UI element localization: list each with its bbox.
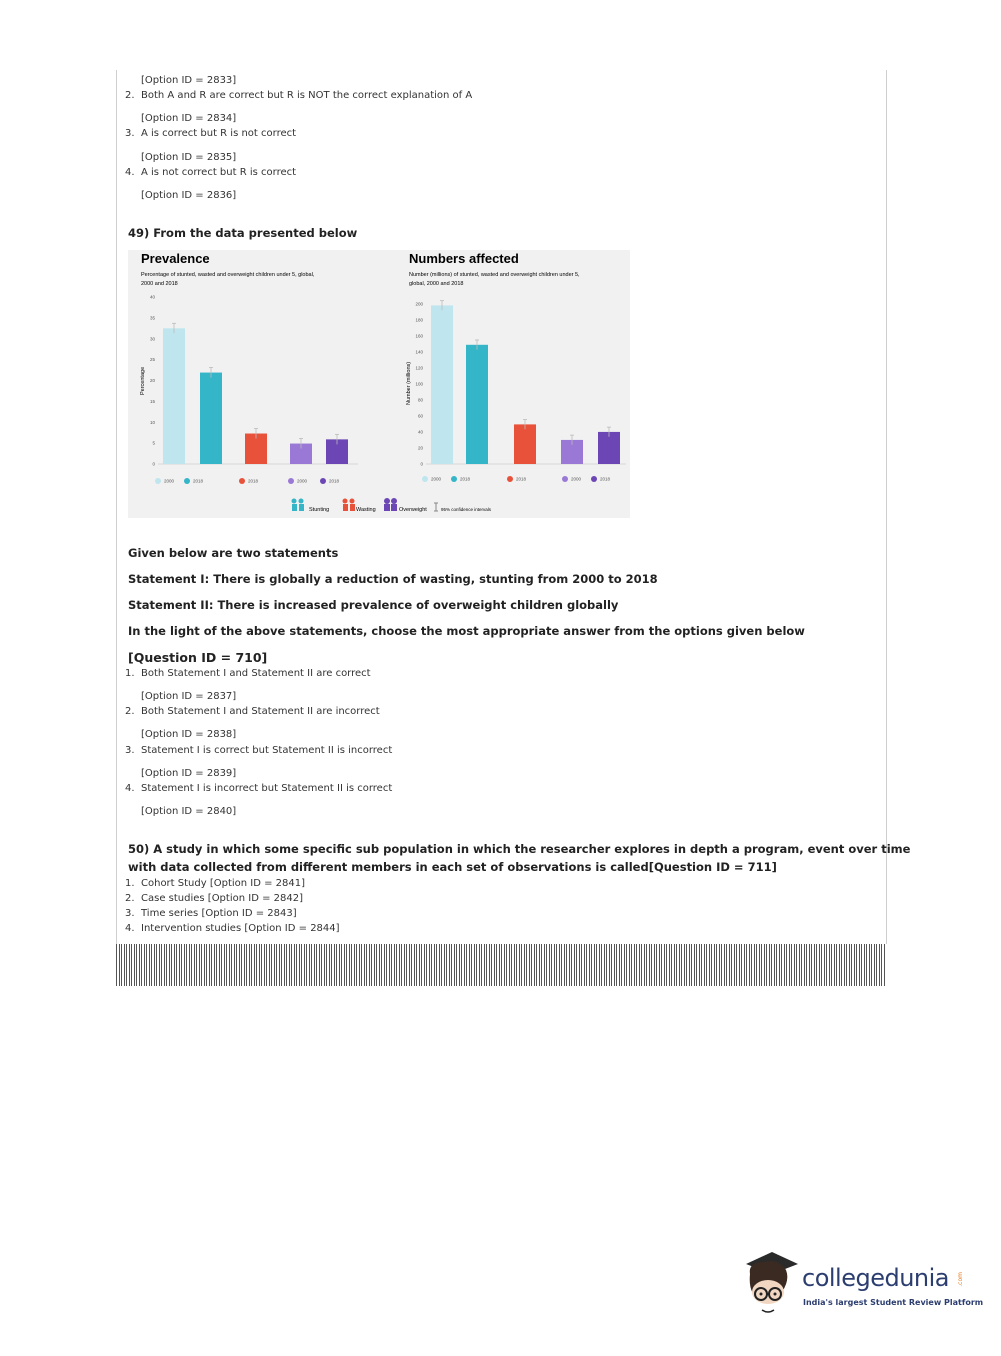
option-id-2835: [Option ID = 2835] — [141, 152, 237, 163]
option-id-2833: [Option ID = 2833] — [141, 75, 237, 86]
bar-overweight-2018 — [598, 432, 620, 464]
chart-svg — [128, 250, 630, 518]
option-3 — [125, 128, 296, 139]
y-tick-label: 35 — [149, 315, 155, 321]
option-number: 4. — [125, 783, 135, 794]
y-tick-label: 160 — [415, 333, 423, 339]
y-tick-label: 0 — [152, 461, 155, 467]
option-id-2834: [Option ID = 2834] — [141, 113, 237, 124]
statement-2: Statement II: There is increased prevalence of overweight children globally — [128, 598, 619, 612]
legend-dot — [239, 478, 245, 484]
y-tick-label: 10 — [149, 419, 155, 425]
option-text: Both Statement I and Statement II are correct — [141, 668, 371, 679]
y-tick-label: 15 — [149, 398, 155, 404]
q50-option-3 — [125, 908, 297, 919]
legend-dot — [591, 476, 597, 482]
logo-tagline: India's largest Student Review Platform — [803, 1298, 984, 1307]
option-text: Case studies [Option ID = 2842] — [141, 893, 303, 904]
legend-ci: 95% confidence intervals — [441, 507, 492, 512]
y-tick-label: 5 — [152, 440, 155, 446]
y-tick-label: 60 — [417, 413, 423, 419]
option-text: Both Statement I and Statement II are incorrect — [141, 706, 380, 717]
option-text: A is correct but R is not correct — [141, 128, 297, 139]
statement-1: Statement I: There is globally a reduction of wasting, stunting from 2000 to 2018 — [128, 572, 658, 586]
stunting-icon — [292, 499, 305, 512]
legend-overweight: Overweight — [399, 507, 427, 513]
legend-dot — [507, 476, 513, 482]
option-number: 3. — [125, 908, 135, 919]
option-text: Both A and R are correct but R is NOT the correct explanation of A — [141, 90, 473, 101]
bar-stunting-2018 — [466, 345, 488, 464]
legend-label: 2000 — [164, 478, 175, 484]
legend-label: 2018 — [460, 476, 471, 482]
chart-subtitle-prevalence-2: 2000 and 2018 — [141, 281, 178, 287]
chart-shared-legend — [292, 498, 492, 513]
q49-option-2 — [125, 706, 380, 717]
chart-title-numbers: Numbers affected — [409, 251, 519, 266]
y-tick-label: 30 — [149, 336, 155, 342]
legend-label: 2018 — [193, 478, 204, 484]
option-id-2837: [Option ID = 2837] — [141, 691, 237, 702]
y-tick-label: 0 — [420, 461, 423, 467]
option-number: 2. — [125, 893, 135, 904]
option-id-2836: [Option ID = 2836] — [141, 190, 237, 201]
legend-dot — [451, 476, 457, 482]
option-text: Time series [Option ID = 2843] — [141, 908, 297, 919]
q50-option-1 — [125, 878, 305, 889]
chart-figure — [128, 250, 630, 518]
chart-subtitle-prevalence-1: Percentage of stunted, wasted and overweight children under 5, global, — [141, 272, 315, 278]
q49-option-3 — [125, 745, 392, 756]
q50-option-2 — [125, 893, 303, 904]
legend-label: 2000 — [571, 476, 582, 482]
bar-stunting-2000 — [163, 328, 185, 464]
y-tick-label: 200 — [415, 301, 423, 307]
bar-stunting-2018 — [200, 373, 222, 464]
legend-stunting: Stunting — [309, 507, 330, 513]
option-2 — [125, 90, 472, 101]
option-4 — [125, 167, 296, 178]
option-number: 4. — [125, 923, 135, 934]
barcode-strip — [116, 944, 886, 986]
legend-label: 2018 — [600, 476, 611, 482]
option-text: Statement I is incorrect but Statement II is correct — [141, 783, 393, 794]
option-number: 1. — [125, 878, 135, 889]
option-text: A is not correct but R is correct — [141, 167, 297, 178]
y-tick-label: 40 — [149, 294, 155, 300]
y-tick-label: 20 — [149, 378, 155, 383]
option-number: 1. — [125, 668, 135, 679]
option-id-2840: [Option ID = 2840] — [141, 806, 237, 817]
question-id-710: [Question ID = 710] — [128, 650, 268, 665]
y-tick-label: 25 — [149, 357, 155, 363]
instruction: In the light of the above statements, choose the most appropriate answer from the options given below — [128, 624, 805, 638]
legend-label: 2018 — [248, 478, 259, 484]
legend-dot — [155, 478, 161, 484]
q49-option-1 — [125, 668, 371, 679]
legend-label: 2000 — [431, 476, 442, 482]
option-id-2838: [Option ID = 2838] — [141, 729, 237, 740]
y-tick-label: 120 — [415, 365, 423, 371]
chart-title-prevalence: Prevalence — [141, 251, 210, 266]
y-tick-label: 180 — [415, 317, 423, 323]
y-tick-label: 20 — [417, 445, 423, 451]
question-50-line-1: 50) A study in which some specific sub population in which the researcher explores in depth a program, event over time — [128, 842, 911, 856]
q50-option-4 — [125, 923, 340, 934]
legend-label: 2018 — [516, 476, 527, 482]
question-50-line-2: with data collected from different members in each set of observations is called[Question ID = 711] — [128, 860, 777, 874]
option-number: 2. — [125, 90, 135, 101]
logo-wordmark: collegedunia — [802, 1264, 950, 1292]
legend-dot — [320, 478, 326, 484]
bar-stunting-2000 — [431, 305, 453, 464]
y-tick-label: 40 — [417, 429, 423, 435]
chart-subtitle-numbers-2: global, 2000 and 2018 — [409, 281, 464, 287]
wasting-icon — [343, 499, 356, 512]
legend-dot — [562, 476, 568, 482]
option-number: 3. — [125, 128, 135, 139]
collegedunia-mascot-icon — [742, 1248, 804, 1318]
option-text: Intervention studies [Option ID = 2844] — [141, 923, 340, 934]
legend-wasting: Wasting — [356, 507, 376, 513]
option-id-2839: [Option ID = 2839] — [141, 768, 237, 779]
legend-dot — [422, 476, 428, 482]
y-tick-label: 100 — [415, 381, 423, 387]
overweight-icon — [384, 498, 397, 511]
option-number: 2. — [125, 706, 135, 717]
legend-label: 2018 — [329, 478, 340, 484]
q49-option-4 — [125, 783, 392, 794]
chart-subtitle-numbers-1: Number (millions) of stunted, wasted and overweight children under 5, — [409, 272, 580, 278]
option-number: 4. — [125, 167, 135, 178]
statements-intro: Given below are two statements — [128, 546, 339, 560]
option-text: Cohort Study [Option ID = 2841] — [141, 878, 306, 889]
legend-dot — [288, 478, 294, 484]
y-tick-label: 140 — [415, 349, 423, 355]
chart-ylabel-prevalence: Percentage — [140, 366, 146, 395]
y-tick-label: 80 — [417, 397, 423, 403]
legend-dot — [184, 478, 190, 484]
bar-wasting-2018 — [514, 424, 536, 464]
confidence-interval-icon — [434, 503, 438, 511]
question-49-heading: 49) From the data presented below — [128, 226, 358, 240]
option-number: 3. — [125, 745, 135, 756]
legend-label: 2000 — [297, 478, 308, 484]
chart-ylabel-numbers: Number (millions) — [406, 361, 412, 405]
option-text: Statement I is correct but Statement II is incorrect — [141, 745, 393, 756]
logo-suffix: .com — [957, 1272, 964, 1287]
